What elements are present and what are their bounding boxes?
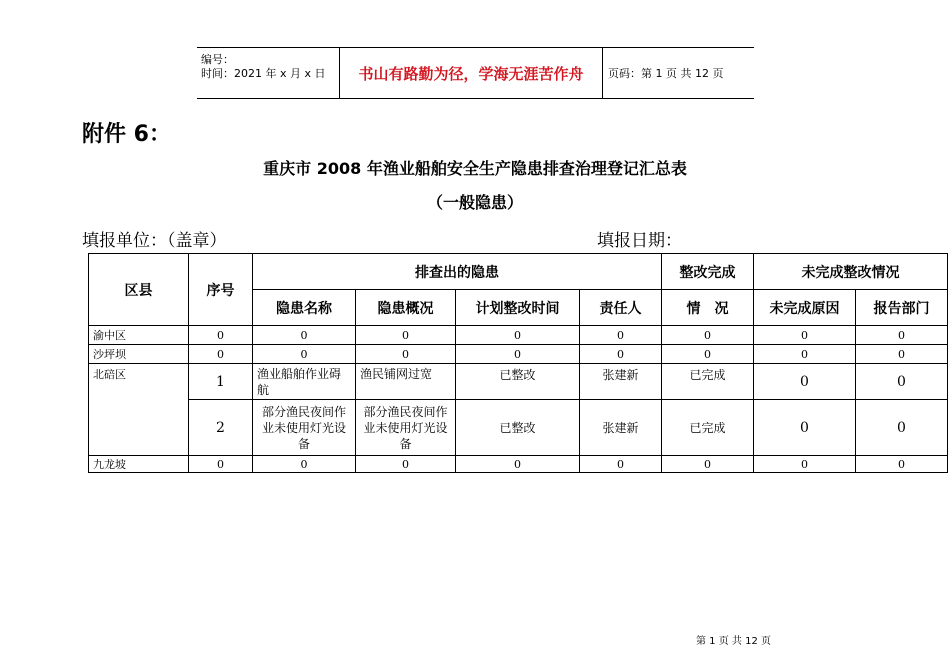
cell-status: 0 bbox=[662, 456, 754, 473]
document-number: 编号： bbox=[201, 53, 234, 66]
table-row bbox=[89, 326, 948, 345]
header-hazard-overview: 隐患概况 bbox=[356, 290, 456, 326]
cell-dept: 0 bbox=[856, 345, 948, 364]
cell-status: 0 bbox=[662, 345, 754, 364]
cell-name: 部分渔民夜间作业未使用灯光设备 bbox=[253, 400, 356, 456]
table-header-row-1 bbox=[89, 254, 948, 290]
cell-seq: 2 bbox=[189, 400, 253, 456]
fill-date-label: 填报日期： bbox=[597, 231, 682, 251]
header-seq: 序号 bbox=[189, 254, 253, 326]
table-row bbox=[89, 400, 948, 456]
cell-person: 张建新 bbox=[580, 364, 662, 400]
hazard-summary-table bbox=[88, 253, 948, 473]
cell-seq: 0 bbox=[189, 456, 253, 473]
table-row bbox=[89, 345, 948, 364]
table-row bbox=[89, 364, 948, 400]
cell-district: 九龙坡 bbox=[89, 456, 189, 473]
cell-reason: 0 bbox=[754, 345, 856, 364]
motto-text: 书山有路勤为径，学海无涯苦作舟 bbox=[358, 64, 584, 83]
cell-plan: 0 bbox=[456, 345, 580, 364]
cell-seq: 0 bbox=[189, 326, 253, 345]
cell-overview: 部分渔民夜间作业未使用灯光设备 bbox=[356, 400, 456, 456]
cell-dept: 0 bbox=[856, 400, 948, 456]
cell-reason: 0 bbox=[754, 456, 856, 473]
cell-name: 0 bbox=[253, 456, 356, 473]
cell-plan: 已整改 bbox=[456, 400, 580, 456]
cell-overview: 0 bbox=[356, 326, 456, 345]
cell-seq: 1 bbox=[189, 364, 253, 400]
cell-name: 0 bbox=[253, 326, 356, 345]
cell-person: 0 bbox=[580, 345, 662, 364]
cell-district: 沙坪坝 bbox=[89, 345, 189, 364]
header-plan-time: 计划整改时间 bbox=[456, 290, 580, 326]
cell-reason: 0 bbox=[754, 364, 856, 400]
cell-dept: 0 bbox=[856, 326, 948, 345]
fill-unit-label: 填报单位：（盖章） bbox=[82, 231, 227, 251]
cell-seq: 0 bbox=[189, 345, 253, 364]
cell-district: 渝中区 bbox=[89, 326, 189, 345]
header-hazard-name: 隐患名称 bbox=[253, 290, 356, 326]
table-row bbox=[89, 456, 948, 473]
cell-overview: 0 bbox=[356, 456, 456, 473]
header-district: 区县 bbox=[89, 254, 189, 326]
header-found-hazards: 排查出的隐患 bbox=[253, 254, 662, 290]
cell-overview: 0 bbox=[356, 345, 456, 364]
header-rectify-complete: 整改完成 bbox=[662, 254, 754, 290]
page-subtitle: （一般隐患） bbox=[426, 193, 523, 212]
page-title: 重庆市 2008 年渔业船舶安全生产隐患排查治理登记汇总表 bbox=[263, 159, 687, 178]
cell-name: 渔业船舶作业碍航 bbox=[253, 364, 356, 400]
cell-dept: 0 bbox=[856, 456, 948, 473]
page-footer: 第 1 页 共 12 页 bbox=[696, 636, 771, 647]
cell-status: 已完成 bbox=[662, 364, 754, 400]
cell-person: 张建新 bbox=[580, 400, 662, 456]
cell-person: 0 bbox=[580, 326, 662, 345]
header-report-dept: 报告部门 bbox=[856, 290, 948, 326]
cell-status: 已完成 bbox=[662, 400, 754, 456]
cell-district: 北碚区 bbox=[89, 364, 189, 456]
header-meta bbox=[197, 48, 339, 98]
cell-reason: 0 bbox=[754, 400, 856, 456]
cell-plan: 0 bbox=[456, 456, 580, 473]
attachment-title: 附件 6： bbox=[82, 122, 171, 147]
header-responsible: 责任人 bbox=[580, 290, 662, 326]
page-info: 页码：第 1 页 共 12 页 bbox=[608, 67, 724, 80]
header-motto-cell bbox=[339, 48, 603, 98]
header-incomplete-reason: 未完成原因 bbox=[754, 290, 856, 326]
cell-reason: 0 bbox=[754, 326, 856, 345]
cell-status: 0 bbox=[662, 326, 754, 345]
header-rectify-complete-2: 情 况 bbox=[662, 290, 754, 326]
cell-dept: 0 bbox=[856, 364, 948, 400]
cell-overview: 渔民铺网过宽 bbox=[356, 364, 456, 400]
cell-plan: 0 bbox=[456, 326, 580, 345]
document-header bbox=[197, 47, 754, 99]
cell-person: 0 bbox=[580, 456, 662, 473]
cell-name: 0 bbox=[253, 345, 356, 364]
document-time: 时间：2021 年 x 月 x 日 bbox=[201, 67, 326, 80]
header-incomplete: 未完成整改情况 bbox=[754, 254, 948, 290]
cell-plan: 已整改 bbox=[456, 364, 580, 400]
header-page-cell bbox=[602, 48, 754, 98]
